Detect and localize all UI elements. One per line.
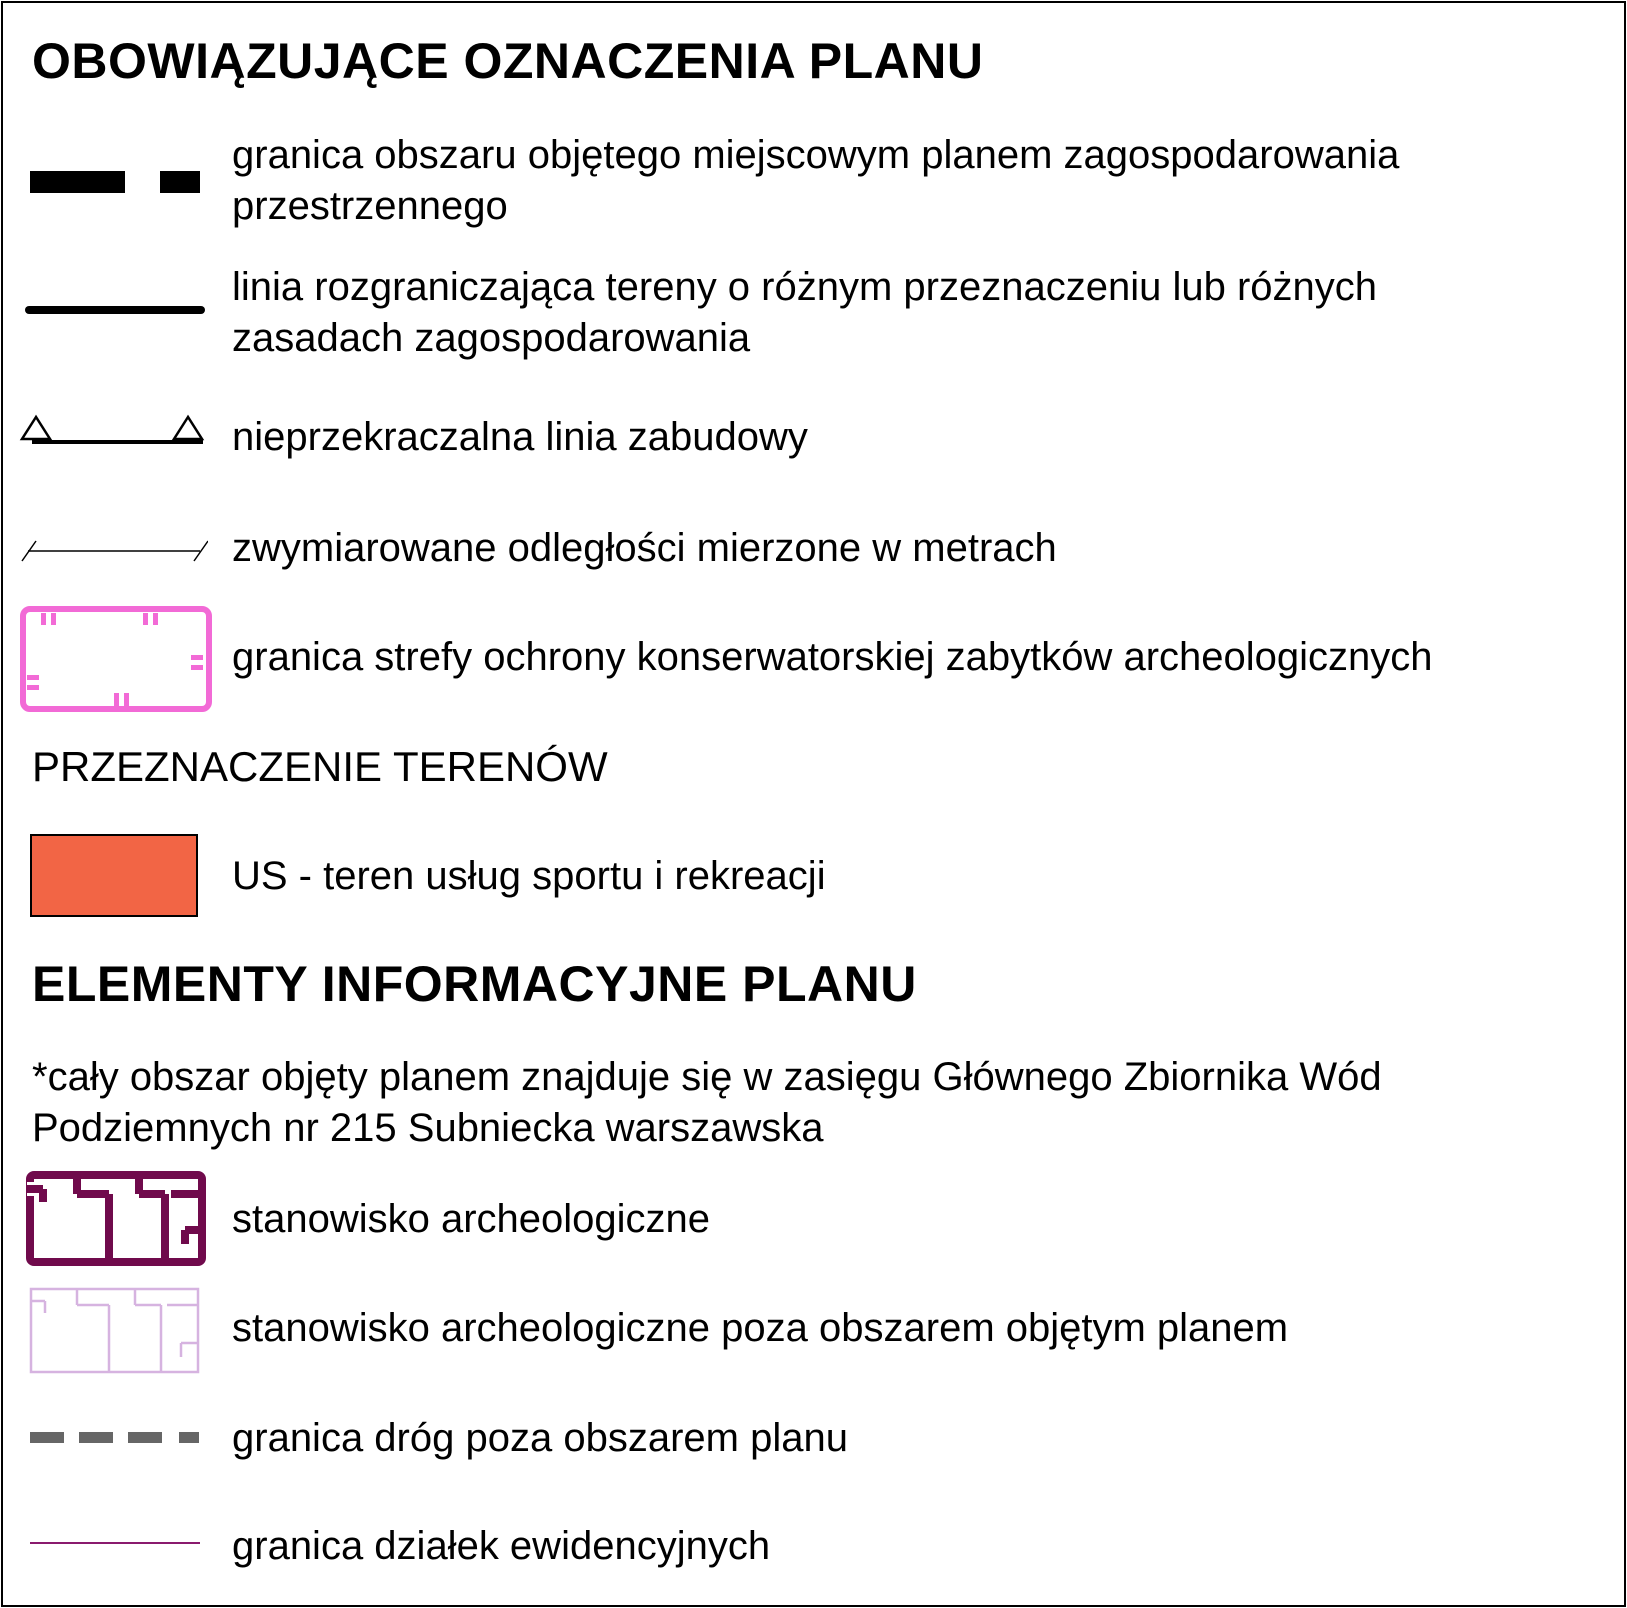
info-note-line: *cały obszar objęty planem znajduje się w zasięgu Głównego Zbiornika Wód [32,1055,1382,1099]
plan-boundary-line-icon [30,170,200,194]
roads-boundary-line-icon [30,1431,200,1445]
legend-label-roads-boundary: granica dróg poza obszarem planu [232,1416,848,1460]
legend-label-line: granica obszaru objętego miejscowym planem zagospodarowania [232,133,1400,177]
legend-label-dimension: zwymiarowane odległości mierzone w metrach [232,526,1057,570]
archaeological-site-icon [25,1170,207,1267]
legend-label-archaeological-site-outside: stanowisko archeologiczne poza obszarem objętym planem [232,1306,1289,1350]
dimension-line-icon [18,535,208,565]
legend-label-archaeological-site: stanowisko archeologiczne [232,1197,711,1241]
legend-label-conservation-zone: granica strefy ochrony konserwatorskiej zabytków archeologicznych [232,635,1433,679]
demarcation-line-icon [25,304,205,316]
building-line-icon [17,412,207,448]
legend-label-line: linia rozgraniczająca tereny o różnym przeznaczeniu lub różnych [232,265,1377,309]
conservation-zone-icon [19,605,213,713]
legend-label-us: US - teren usług sportu i rekreacji [232,854,826,898]
legend-label-building-line: nieprzekraczalna linia zabudowy [232,415,808,459]
section-heading-info: ELEMENTY INFORMACYJNE PLANU [32,956,917,1012]
info-note [32,1052,1382,1154]
legend-label-demarcation [232,262,1377,364]
archaeological-site-outside-icon [29,1287,201,1375]
us-area-swatch-icon [30,834,198,917]
legend-frame [1,1,1626,1607]
legend-label-parcel-boundary: granica działek ewidencyjnych [232,1524,771,1568]
parcel-boundary-line-icon [30,1540,200,1546]
legend-label-line: przestrzennego [232,184,508,228]
info-note-line: Podziemnych nr 215 Subniecka warszawska [32,1106,824,1150]
legend-label-line: zasadach zagospodarowania [232,316,751,360]
section-heading-binding: OBOWIĄZUJĄCE OZNACZENIA PLANU [32,33,984,89]
section-heading-land-use: PRZEZNACZENIE TERENÓW [32,743,608,790]
legend-label-plan-boundary [232,130,1399,232]
